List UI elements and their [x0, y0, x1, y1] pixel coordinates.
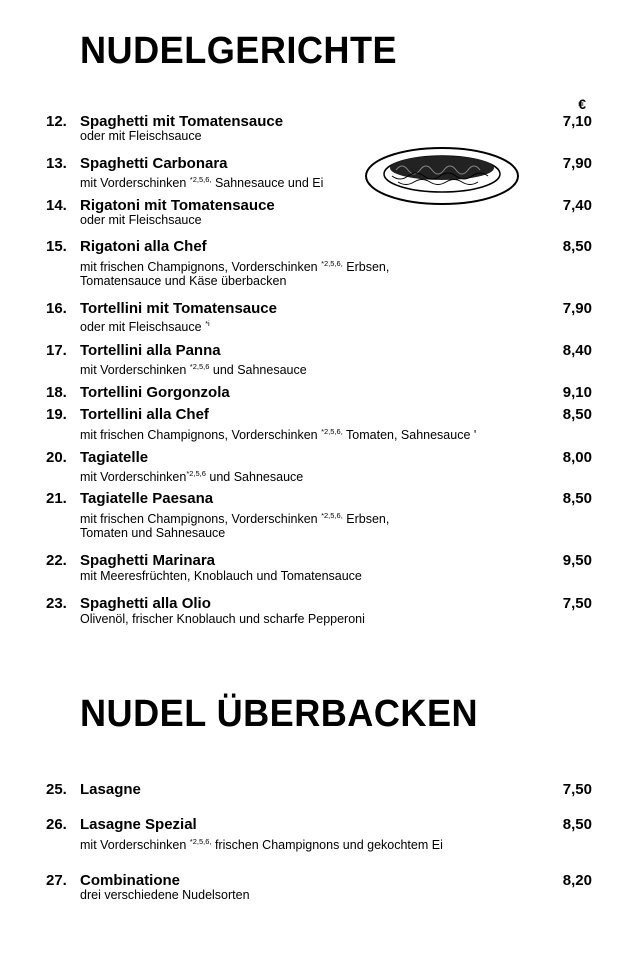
item-description-line2: Tomatensauce und Käse überbacken: [80, 274, 287, 288]
item-number: 14.: [46, 197, 67, 214]
item-number: 21.: [46, 490, 67, 507]
item-description: mit Vorderschinken $^{*2,5,6}$ und Sahnesauce: [80, 362, 307, 378]
item-number: 16.: [46, 300, 67, 317]
item-number: 13.: [46, 155, 67, 172]
item-price: 8,50: [562, 816, 592, 833]
item-name: Spaghetti Marinara: [80, 552, 216, 569]
item-price: 9,50: [562, 552, 592, 569]
item-number: 12.: [46, 113, 67, 130]
item-description: oder mit Fleischsauce $^{*i}$: [80, 319, 210, 335]
item-name: Spaghetti mit Tomatensauce: [80, 113, 284, 130]
item-description: oder mit Fleischsauce: [80, 129, 202, 143]
item-price: 8,00: [562, 449, 592, 466]
item-description: mit frischen Champignons, Vorderschinken $^{*2,5,6,}$ Erbsen,: [80, 511, 390, 527]
item-price: 8,50: [562, 406, 592, 423]
item-name: Rigatoni alla Chef: [80, 238, 207, 255]
item-name: Tagiatelle Paesana: [80, 490, 214, 507]
pasta-plate-icon: [362, 140, 522, 210]
item-number: 15.: [46, 238, 67, 255]
item-name: Lasagne: [80, 781, 141, 798]
item-number: 25.: [46, 781, 67, 798]
item-description: mit frischen Champignons, Vorderschinken $^{*2,5,6,}$ Erbsen,: [80, 259, 390, 275]
item-name: Spaghetti alla Olio: [80, 595, 211, 612]
item-number: 18.: [46, 384, 67, 401]
item-number: 26.: [46, 816, 67, 833]
item-number: 17.: [46, 342, 67, 359]
currency-label: €: [578, 96, 586, 112]
item-name: Lasagne Spezial: [80, 816, 197, 833]
item-description: mit Meeresfrüchten, Knoblauch und Tomatensauce: [80, 569, 362, 583]
item-name: Tagiatelle: [80, 449, 149, 466]
item-price: 7,40: [562, 197, 592, 214]
item-description: mit Vorderschinken$^{*2,5,6}$ und Sahnesauce: [80, 469, 304, 485]
item-name: Tortellini alla Chef: [80, 406, 209, 423]
item-number: 22.: [46, 552, 67, 569]
item-price: 7,50: [562, 781, 592, 798]
item-price: 8,40: [562, 342, 592, 359]
item-description-line2: Tomaten und Sahnesauce: [80, 526, 226, 540]
item-price: 8,50: [562, 238, 592, 255]
item-description: drei verschiedene Nudelsorten: [80, 888, 250, 902]
item-number: 23.: [46, 595, 67, 612]
item-price: 7,50: [562, 595, 592, 612]
item-description: oder mit Fleischsauce: [80, 213, 202, 227]
item-number: 19.: [46, 406, 67, 423]
section-title-nudel-ueberbacken: NUDEL ÜBERBACKEN: [80, 693, 479, 735]
item-number: 27.: [46, 872, 67, 889]
item-name: Tortellini Gorgonzola: [80, 384, 230, 401]
item-name: Tortellini alla Panna: [80, 342, 221, 359]
item-name: Rigatoni mit Tomatensauce: [80, 197, 275, 214]
item-description: mit Vorderschinken $^{*2,5,6,}$ frischen Champignons und gekochtem Ei: [80, 837, 443, 853]
item-name: Combinatione: [80, 872, 180, 889]
item-price: 8,20: [562, 872, 592, 889]
item-price: 8,50: [562, 490, 592, 507]
item-price: 7,90: [562, 300, 592, 317]
item-description: mit frischen Champignons, Vorderschinken $^{*2,5,6,}$ Tomaten, Sahnesauce ': [80, 427, 477, 443]
item-price: 7,10: [562, 113, 592, 130]
item-name: Spaghetti Carbonara: [80, 155, 228, 172]
item-description: Olivenöl, frischer Knoblauch und scharfe Pepperoni: [80, 612, 365, 626]
item-price: 9,10: [562, 384, 592, 401]
item-description: mit Vorderschinken $^{*2,5,6,}$ Sahnesauce und Ei: [80, 175, 324, 191]
item-price: 7,90: [562, 155, 592, 172]
item-name: Tortellini mit Tomatensauce: [80, 300, 277, 317]
section-title-nudelgerichte: NUDELGERICHTE: [80, 30, 398, 72]
item-number: 20.: [46, 449, 67, 466]
